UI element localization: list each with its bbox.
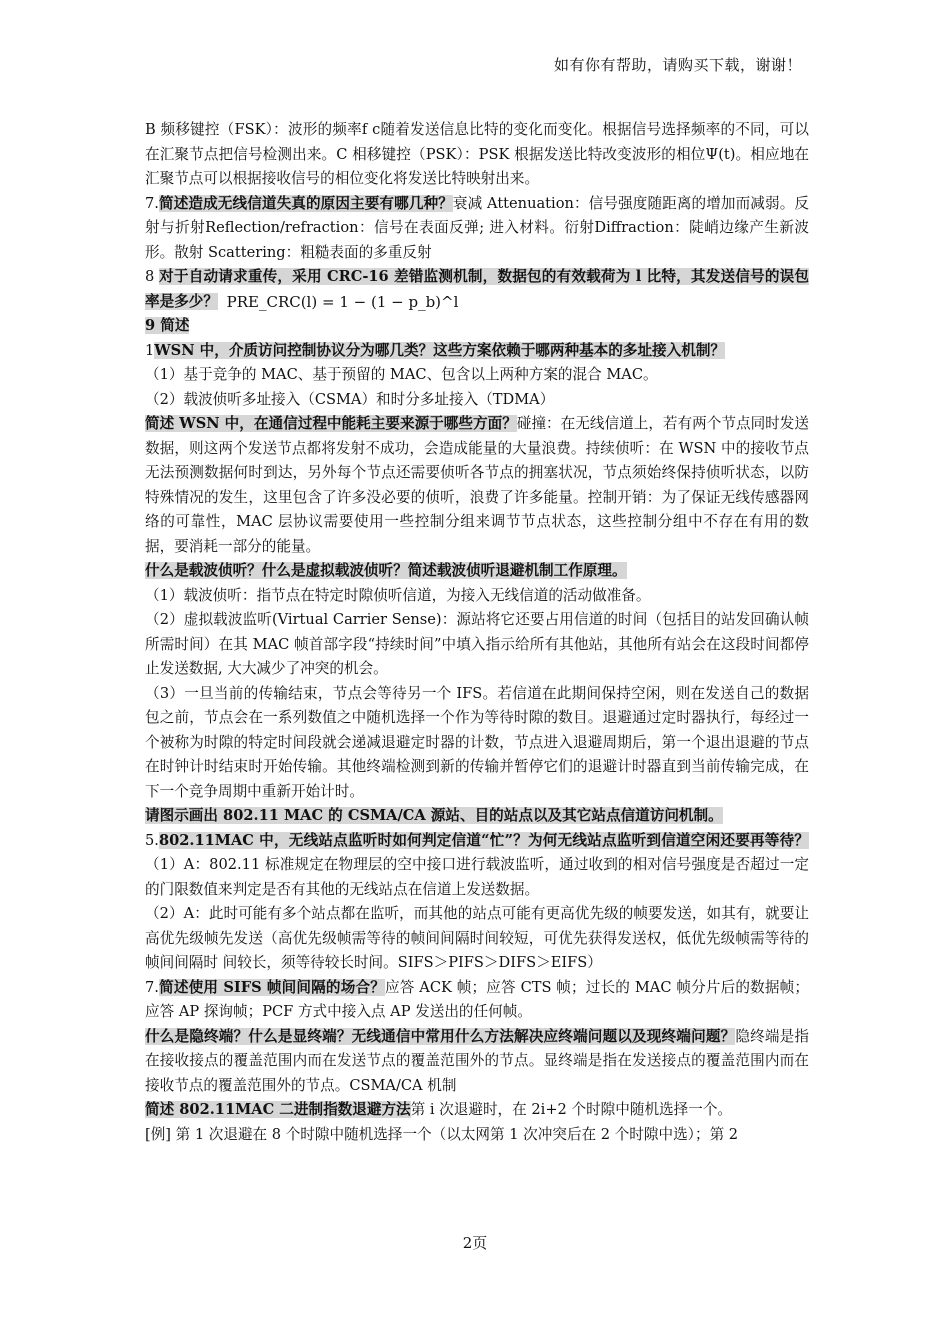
formula-text: PRE_CRC(l) = 1 − (1 − p_b)^l xyxy=(226,292,459,311)
question-heading: 简述造成无线信道失真的原因主要有哪几种？ xyxy=(158,194,453,212)
question-number: 7. xyxy=(145,978,159,996)
document-body xyxy=(145,118,809,1147)
question-heading: 什么是隐终端？什么是显终端？无线通信中常用什么方法解决应终端问题以及现终端问题？ xyxy=(145,1027,736,1045)
answer-9-3b: （2）虚拟载波监听(Virtual Carrier Sense)：源站将它还要占用信道的时间（包括目的站发回确认帧所需时间）在其 MAC 帧首部字段“持续时间”中填入指示给所有其他站，其他所有站会在这段时间都停止发送数据, 大大减少了冲突的机会。 xyxy=(145,611,809,678)
answer-9-5b: （2）A：此时可能有多个站点都在监听，而其他的站点可能有更高优先级的帧要发送，如其有，就要让高优先级帧先发送（高优先级帧需等待的帧间间隔时间较短，可优先获得发送权，低优先级帧需等待的帧间间隔时 间较长，须等待较长时间。SIFS＞PIFS＞DIFS＞EIFS） xyxy=(145,905,809,972)
question-heading: 请图示画出 802.11 MAC 的 CSMA/CA 源站、目的站点以及其它站点信道访问机制。 xyxy=(145,807,723,825)
question-heading: 简述 WSN 中，在通信过程中能耗主要来源于哪些方面？ xyxy=(145,415,517,433)
question-number: 5. xyxy=(145,831,159,849)
question-heading: 什么是载波侦听？什么是虚拟载波侦听？简述载波侦听退避机制工作原理。 xyxy=(145,562,627,580)
question-9-7-block xyxy=(145,976,809,1025)
question-heading: 简述 802.11MAC 二进制指数退避方法 xyxy=(145,1101,411,1119)
question-8-block xyxy=(145,265,809,314)
question-heading: 对于自动请求重传，采用 CRC-16 差错监测机制，数据包的有效载荷为 l 比特，其发送信号的误包率是多少？ xyxy=(145,268,809,310)
question-9-3-block xyxy=(145,559,809,584)
question-9-1-block xyxy=(145,339,809,364)
section-heading: 9 简述 xyxy=(145,317,190,335)
answer-9-3c: （3）一旦当前的传输结束，节点会等待另一个 IFS。若信道在此期间保持空闲，则在发送自己的数据包之前，节点会在一系列数值之中随机选择一个作为等待时隙的数目。退避通过定时器执行，每经过一个被称为时隙的特定时间段就会递减退避定时器的计数，节点进入退避周期后，第一个退出退避的节点在时钟计时结束时开始传输。其他终端检测到新的传输并暂停它们的退避计时器直到当前传输完成，在下一个竞争周期中重新开始计时。 xyxy=(145,684,809,800)
question-number: 7. xyxy=(145,194,159,212)
formula xyxy=(227,290,459,315)
answer-text: 衰减 Attenuation：信号强度随距离的增加而减弱。反射与折射Reflection/refraction：信号在表面反弹; 进入材料。衍射Diffraction：陡峭边缘产生新波形。散射 Scattering：粗糙表面的多重反射 xyxy=(145,194,809,261)
answer-text: 应答 ACK 帧；应答 CTS 帧；过长的 MAC 帧分片后的数据帧；应答 AP 探询帧；PCF 方式中接入点 AP 发送出的任何帧。 xyxy=(145,978,809,1021)
answer-9-1a: （1）基于竞争的 MAC、基于预留的 MAC、包含以上两种方案的混合 MAC。 xyxy=(145,366,658,384)
question-9-2-block xyxy=(145,412,809,559)
question-heading: WSN 中，介质访问控制协议分为哪几类？这些方案依赖于哪两种基本的多址接入机制？ xyxy=(154,341,726,359)
question-9-8-block xyxy=(145,1025,809,1099)
answer-9-1b: （2）载波侦听多址接入（CSMA）和时分多址接入（TDMA） xyxy=(145,390,555,408)
question-heading: 简述使用 SIFS 帧间间隔的场合？ xyxy=(158,978,385,996)
answer-text: 碰撞：在无线信道上，若有两个节点同时发送数据，则这两个发送节点都将发射不成功，会造成能量的大量浪费。持续侦听：在 WSN 中的接收节点无法预测数据何时到达，另外每个节点还需要侦听各节点的拥塞状况，节点须始终保持侦听状态，以防特殊情况的发生，这里包含了许多没必要的侦听，浪费了许多能量。控制开销：为了保证无线传感器网络的可靠性，MAC 层协议需要使用一些控制分组来调节节点状态，这些控制分组中不存在有用的数据，要消耗一部分的能量。 xyxy=(145,415,809,555)
question-9-4-block xyxy=(145,804,809,829)
page-header: 如有你有帮助，请购买下载，谢谢！ xyxy=(553,56,802,74)
page-number: 2页 xyxy=(462,1234,488,1252)
answer-text: （1）A：802.11 标准规定在物理层的空中接口进行载波监听，通过收到的相对信号强度是否超过一定的门限数值来判定是否有其他的无线站点在信道上发送数据。 xyxy=(145,856,809,898)
answer-9-9b: [例] 第 1 次退避在 8 个时隙中随机选择一个（以太网第 1 次冲突后在 2 个时隙中选）；第 2 xyxy=(145,1125,739,1143)
answer-text: 隐终端是指在接收接点的覆盖范围内而在发送节点的覆盖范围外的节点。显终端是指在发送接点的覆盖范围内而在接收节点的覆盖范围外的节点。CSMA/CA 机制 xyxy=(145,1027,809,1094)
question-heading: 802.11MAC 中，无线站点监听时如何判定信道“忙”？为何无线站点监听到信道空闲还要再等待？ xyxy=(158,831,809,849)
answer-9-3a: （1）载波侦听：指节点在特定时隙侦听信道，为接入无线信道的活动做准备。 xyxy=(145,586,651,604)
question-7-block xyxy=(145,192,809,266)
question-number: 8 xyxy=(145,268,160,285)
answer-text: 第 i 次退避时，在 2i+2 个时隙中随机选择一个。 xyxy=(410,1101,733,1119)
question-9-9-block xyxy=(145,1098,809,1123)
question-9-5-block xyxy=(145,829,809,903)
paragraph-fsk-psk: B 频移键控（FSK）：波形的频率f c随着发送信息比特的变化而变化。根据信号选择频率的不同，可以在汇聚节点把信号检测出来。C 相移键控（PSK）：PSK 根据发送比特改变波形的相位Ψ(t)。相应地在汇聚节点可以根据接收信号的相位变化将发送比特映射出来。 xyxy=(145,121,809,187)
section-9-heading xyxy=(145,314,809,339)
question-number: 1 xyxy=(145,341,155,359)
